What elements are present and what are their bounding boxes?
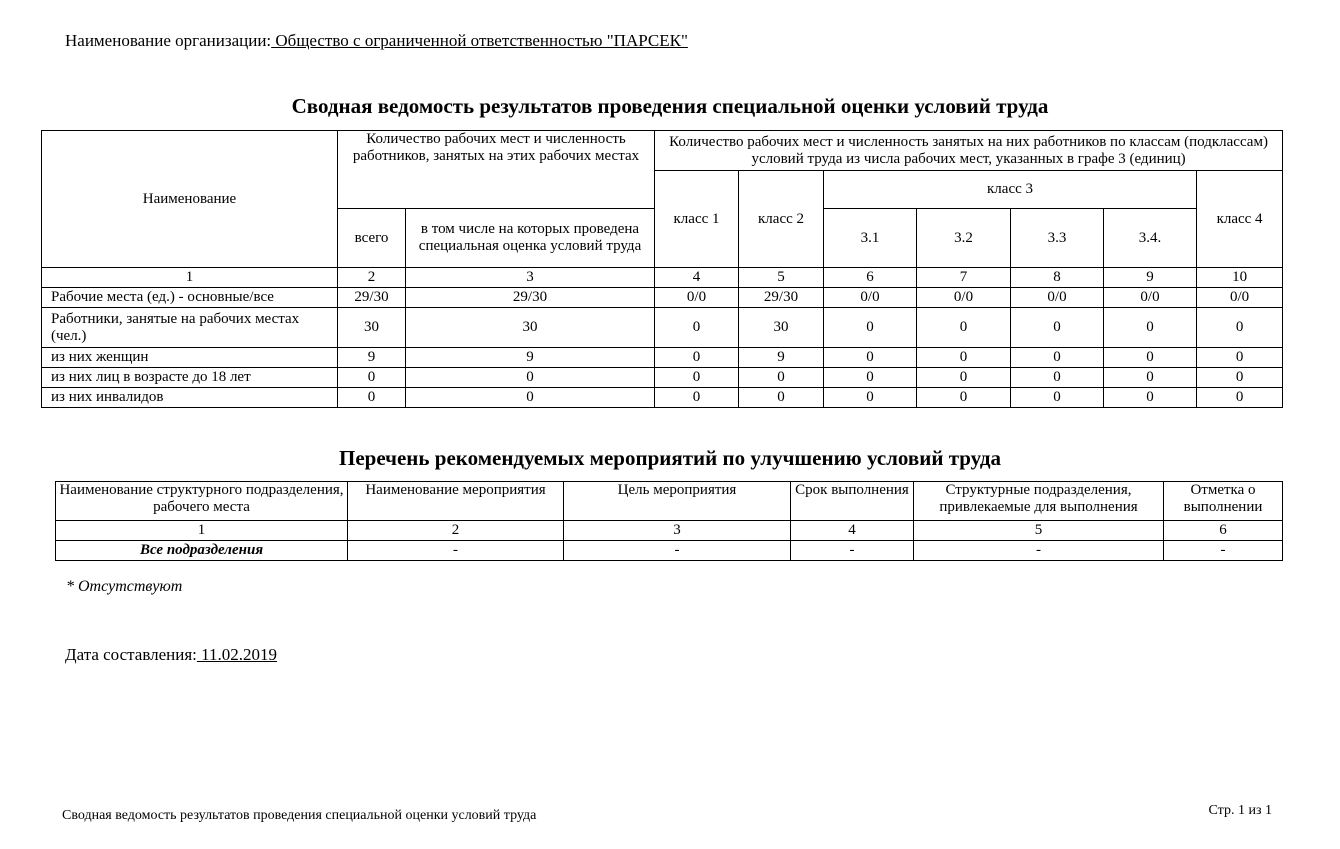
column-number-row	[42, 268, 1283, 288]
table-cell: 0	[1197, 388, 1283, 408]
table-cell: -	[564, 541, 791, 561]
measures-header-goal: Цель мероприятия	[564, 482, 791, 521]
table-cell: 30	[739, 308, 824, 348]
table-cell: 0/0	[1011, 288, 1104, 308]
table-cell: -	[914, 541, 1164, 561]
table-cell: 0	[655, 388, 739, 408]
measures-header-deadline: Срок выполнения	[791, 482, 914, 521]
row-label: из них женщин	[42, 348, 338, 368]
table-cell: 0	[406, 388, 655, 408]
header-name: Наименование	[42, 131, 338, 268]
table-cell: 0	[917, 348, 1011, 368]
header-workplaces-group: Количество рабочих мест и численность работников, занятых на этих рабочих местах	[338, 131, 655, 209]
table-cell: 0	[824, 388, 917, 408]
column-number: 3	[564, 521, 791, 541]
measures-header-subdivision: Наименование структурного подразделения, рабочего места	[56, 482, 348, 521]
table-cell: 0	[338, 368, 406, 388]
table-row	[42, 368, 1283, 388]
table-cell: 0	[1104, 308, 1197, 348]
table-cell: 0	[1197, 348, 1283, 368]
organization-label: Наименование организации:	[65, 31, 272, 50]
column-number: 8	[1011, 268, 1104, 288]
page-number: Стр. 1 из 1	[1208, 803, 1272, 818]
column-number: 1	[42, 268, 338, 288]
table-cell: 0	[1011, 368, 1104, 388]
organization-line	[65, 31, 688, 51]
summary-title: Сводная ведомость результатов проведения специальной оценки условий труда	[291, 94, 1049, 118]
table-cell: 0	[917, 368, 1011, 388]
measures-header-measure: Наименование мероприятия	[348, 482, 564, 521]
measures-header-departments: Структурные подразделения, привлекаемые для выполнения	[914, 482, 1164, 521]
table-row	[42, 348, 1283, 368]
table-cell: 0	[1011, 348, 1104, 368]
row-label: Работники, занятые на рабочих местах (чел.)	[42, 308, 338, 348]
column-number: 3	[406, 268, 655, 288]
table-cell: 0	[917, 308, 1011, 348]
header-total: всего	[338, 209, 406, 268]
measures-table	[55, 481, 1283, 561]
column-number-row	[56, 521, 1283, 541]
table-cell: -	[791, 541, 914, 561]
column-number: 2	[338, 268, 406, 288]
header-class4: класс 4	[1197, 171, 1283, 268]
column-number: 1	[56, 521, 348, 541]
table-row	[42, 288, 1283, 308]
header-sub-3-3: 3.3	[1011, 209, 1104, 268]
header-sub-3-1: 3.1	[824, 209, 917, 268]
table-cell: 0	[1197, 308, 1283, 348]
row-label: Рабочие места (ед.) - основные/все	[42, 288, 338, 308]
column-number: 2	[348, 521, 564, 541]
table-cell: 0	[655, 368, 739, 388]
header-assessed: в том числе на которых проведена специальная оценка условий труда	[406, 209, 655, 268]
table-cell: 0	[1104, 348, 1197, 368]
header-sub-3-2: 3.2	[917, 209, 1011, 268]
measures-title: Перечень рекомендуемых мероприятий по улучшению условий труда	[339, 446, 1001, 470]
column-number: 6	[1164, 521, 1283, 541]
table-cell: 29/30	[338, 288, 406, 308]
table-cell: 0/0	[1197, 288, 1283, 308]
measures-header-completion: Отметка о выполнении	[1164, 482, 1283, 521]
table-cell: 0	[739, 388, 824, 408]
footer-title: Сводная ведомость результатов проведения специальной оценки условий труда	[62, 808, 537, 823]
absence-note: * Отсутствуют	[66, 578, 183, 595]
table-cell: 9	[338, 348, 406, 368]
table-cell: 0	[824, 368, 917, 388]
table-cell: 0	[739, 368, 824, 388]
table-cell: 30	[406, 308, 655, 348]
column-number: 5	[739, 268, 824, 288]
table-cell: 29/30	[406, 288, 655, 308]
table-cell: 0	[1104, 368, 1197, 388]
header-class3: класс 3	[824, 171, 1197, 209]
summary-table	[41, 130, 1283, 408]
table-cell: 0	[655, 348, 739, 368]
table-row	[42, 308, 1283, 348]
header-class1: класс 1	[655, 171, 739, 268]
table-cell: 9	[406, 348, 655, 368]
column-number: 10	[1197, 268, 1283, 288]
organization-name: Общество с ограниченной ответственностью "ПАРСЕК"	[271, 31, 688, 50]
table-cell: 0/0	[824, 288, 917, 308]
table-cell: -	[348, 541, 564, 561]
table-cell: -	[1164, 541, 1283, 561]
table-cell: 0	[824, 348, 917, 368]
table-cell: 0/0	[917, 288, 1011, 308]
date-label: Дата составления:	[65, 645, 197, 664]
column-number: 5	[914, 521, 1164, 541]
column-number: 6	[824, 268, 917, 288]
column-number: 7	[917, 268, 1011, 288]
table-cell: 0	[338, 388, 406, 408]
header-class2: класс 2	[739, 171, 824, 268]
table-cell: 30	[338, 308, 406, 348]
column-number: 9	[1104, 268, 1197, 288]
table-cell: 0/0	[1104, 288, 1197, 308]
table-cell: 0	[1104, 388, 1197, 408]
table-cell: 0	[1197, 368, 1283, 388]
row-label: из них инвалидов	[42, 388, 338, 408]
table-cell: 0	[824, 308, 917, 348]
table-cell: 9	[739, 348, 824, 368]
date-line	[65, 645, 277, 665]
table-row	[42, 388, 1283, 408]
table-cell: 0/0	[655, 288, 739, 308]
table-cell: 29/30	[739, 288, 824, 308]
header-sub-3-4: 3.4.	[1104, 209, 1197, 268]
table-cell: 0	[917, 388, 1011, 408]
column-number: 4	[791, 521, 914, 541]
date-value: 11.02.2019	[196, 645, 278, 664]
subdivision-cell: Все подразделения	[56, 541, 348, 561]
table-cell: 0	[1011, 308, 1104, 348]
row-label: из них лиц в возрасте до 18 лет	[42, 368, 338, 388]
table-cell: 0	[655, 308, 739, 348]
column-number: 4	[655, 268, 739, 288]
table-cell: 0	[1011, 388, 1104, 408]
table-row	[56, 541, 1283, 561]
table-cell: 0	[406, 368, 655, 388]
header-classes-group: Количество рабочих мест и численность занятых на них работников по классам (подклассам) условий труда из числа рабочих мест, указанных в графе 3 (единиц)	[655, 131, 1283, 171]
